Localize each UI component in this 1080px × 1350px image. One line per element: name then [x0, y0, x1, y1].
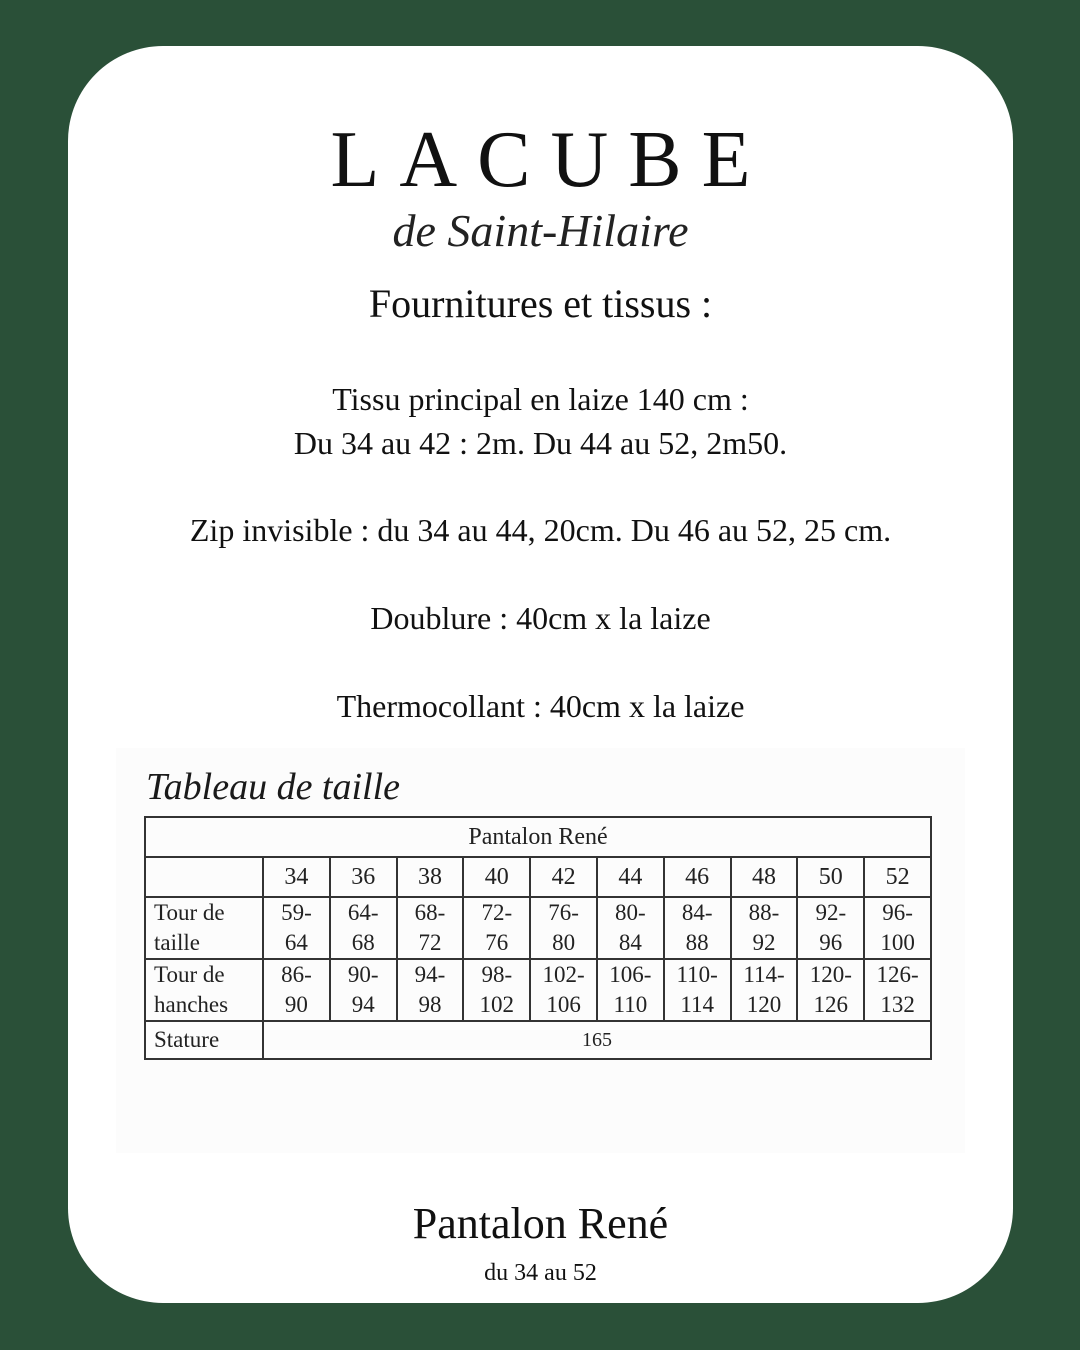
measurement-cell	[597, 959, 664, 1021]
fabric-line-1: Tissu principal en laize 140 cm :	[332, 381, 749, 417]
size-header-cell: 40	[463, 857, 530, 897]
size-header-cell: 48	[731, 857, 798, 897]
brand-logo-subtitle: de Saint-Hilaire	[392, 205, 689, 256]
measurement-value-line: 90-	[347, 962, 379, 987]
interfacing-line: Thermocollant : 40cm x la laize	[336, 688, 745, 724]
size-header-cell: 52	[864, 857, 931, 897]
measurement-value-line: 106-	[609, 962, 652, 987]
measurement-label-line: Tour de	[154, 900, 225, 925]
size-header-empty	[145, 857, 263, 897]
measurement-value-line: 96	[819, 930, 843, 955]
measurement-cell	[530, 959, 597, 1021]
measurement-value-line: 98	[418, 992, 442, 1017]
measurement-cell	[397, 959, 464, 1021]
measurement-value-line: 68	[351, 930, 375, 955]
stature-row	[145, 1021, 931, 1059]
measurement-cell	[530, 897, 597, 959]
measurement-value-line: 72	[418, 930, 442, 955]
measurement-value-line: 80	[552, 930, 576, 955]
measurement-label-line: taille	[154, 930, 200, 955]
measurement-value-line: 106	[546, 992, 581, 1017]
measurement-value-line: 102	[479, 992, 515, 1017]
measurement-cell	[864, 959, 931, 1021]
measurement-value-line: 114	[680, 992, 714, 1017]
size-table	[144, 816, 932, 1060]
measurement-value-line: 120-	[809, 962, 852, 987]
measurement-label-line: Tour de	[154, 962, 225, 987]
measurement-label	[145, 959, 263, 1021]
measurement-cell	[731, 897, 798, 959]
measurement-value-line: 110-	[676, 962, 718, 987]
size-header-cell: 50	[797, 857, 864, 897]
measurement-value-line: 126	[813, 992, 849, 1017]
measurement-value-line: 76-	[548, 900, 579, 925]
measurement-value-line: 64-	[347, 900, 379, 925]
measurement-value-line: 126-	[876, 962, 919, 987]
lining-line: Doublure : 40cm x la laize	[370, 600, 711, 636]
measurement-cell	[463, 897, 530, 959]
size-chart-panel	[116, 748, 965, 1153]
measurement-label	[145, 897, 263, 959]
measurement-value-line: 120	[746, 992, 782, 1017]
measurement-value-line: 84-	[681, 900, 713, 925]
size-header-cell: 38	[397, 857, 464, 897]
measurement-value-line: 84	[618, 930, 642, 955]
measurement-value-line: 86-	[281, 962, 312, 987]
measurement-value-line: 68-	[414, 900, 446, 925]
measurement-cell	[330, 959, 397, 1021]
measurement-value-line: 92	[752, 930, 776, 955]
measurement-row	[145, 897, 931, 959]
measurement-value-line: 100	[880, 930, 915, 955]
fabric-line-2: Du 34 au 42 : 2m. Du 44 au 52, 2m50.	[293, 425, 788, 461]
measurement-value-line: 64	[284, 930, 308, 955]
measurement-cell	[597, 897, 664, 959]
measurement-value-line: 94	[351, 992, 375, 1017]
measurement-value-line: 72-	[481, 900, 513, 925]
measurement-value-line: 132	[880, 992, 915, 1017]
zip-line: Zip invisible : du 34 au 44, 20cm. Du 46 au 52, 25 cm.	[189, 512, 892, 548]
measurement-cell	[664, 959, 731, 1021]
measurement-value-line: 90	[284, 992, 308, 1017]
size-header-row	[145, 857, 931, 897]
measurement-cell	[463, 959, 530, 1021]
size-table-title: Pantalon René	[145, 817, 931, 857]
size-header-cell: 42	[530, 857, 597, 897]
size-header-cell: 34	[263, 857, 330, 897]
measurement-cell	[330, 897, 397, 959]
measurement-value-line: 96-	[882, 900, 913, 925]
measurement-cell	[731, 959, 798, 1021]
stature-label: Stature	[145, 1021, 263, 1059]
measurement-value-line: 88-	[748, 900, 780, 925]
measurement-value-line: 92-	[815, 900, 847, 925]
measurement-value-line: 110	[613, 992, 648, 1017]
size-header-cell: 46	[664, 857, 731, 897]
measurement-value-line: 88	[685, 930, 709, 955]
content-card	[68, 46, 1013, 1303]
measurement-row	[145, 959, 931, 1021]
measurement-value-line: 98-	[481, 962, 513, 987]
measurement-cell	[397, 897, 464, 959]
measurement-label-line: hanches	[154, 992, 229, 1017]
measurement-cell	[664, 897, 731, 959]
measurement-value-line: 80-	[615, 900, 646, 925]
measurement-cell	[797, 897, 864, 959]
measurement-cell	[263, 897, 330, 959]
stature-value: 165	[263, 1021, 931, 1059]
footer-subtitle: du 34 au 52	[484, 1260, 597, 1286]
measurement-cell	[797, 959, 864, 1021]
measurement-value-line: 76	[485, 930, 509, 955]
measurement-cell	[263, 959, 330, 1021]
measurement-value-line: 102-	[542, 962, 585, 987]
size-header-cell: 44	[597, 857, 664, 897]
measurement-cell	[864, 897, 931, 959]
footer-title: Pantalon René	[412, 1199, 669, 1248]
measurement-value-line: 94-	[414, 962, 446, 987]
size-header-cell: 36	[330, 857, 397, 897]
measurement-value-line: 114-	[743, 962, 785, 987]
measurement-value-line: 59-	[281, 900, 312, 925]
size-chart-caption: Tableau de taille	[146, 766, 401, 808]
brand-logo-name: LACUBE	[330, 116, 771, 204]
section-title: Fournitures et tissus :	[368, 281, 713, 326]
